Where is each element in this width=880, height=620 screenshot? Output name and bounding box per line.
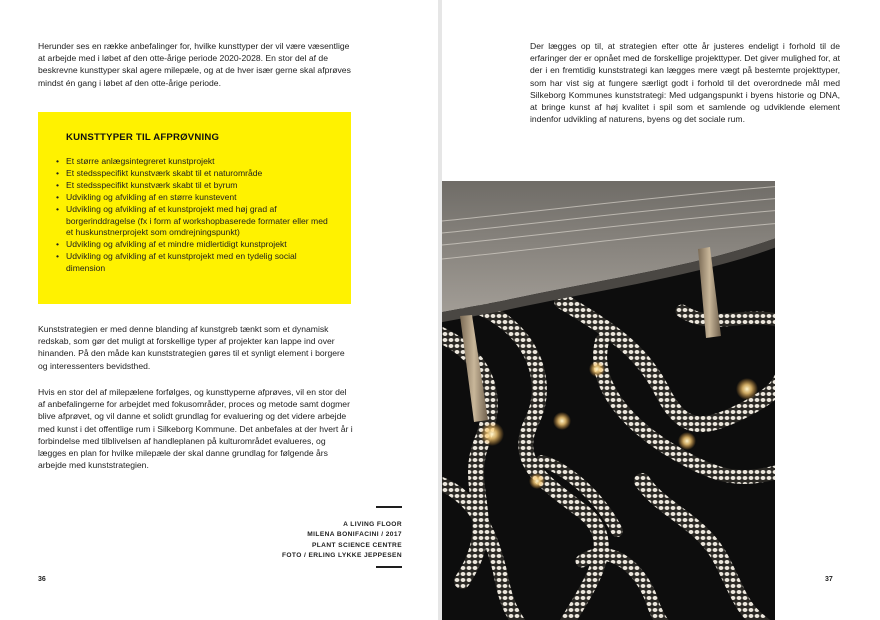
caption-top-rule <box>376 506 402 508</box>
list-item: • Udvikling og afvikling af et mindre midlertidigt kunstprojekt <box>56 239 336 251</box>
art-types-box <box>38 112 351 304</box>
list-item: • Udvikling og afvikling af et kunstprojekt med en tydelig social dimension <box>56 251 336 275</box>
intro-paragraph: Herunder ses en række anbefalinger for, hvilke kunsttyper der vil være væsentlige at arbejde med i løbet af den otte-årige periode 2020-2028. En stor del af de beskrevne kunsttyper skal agere milepæle, og at de hver især gerne skal afprøves mindst én gang i løbet af den otte-årige periode. <box>38 41 351 88</box>
photo-caption <box>230 520 402 562</box>
left-page <box>0 0 438 620</box>
page-number-right: 37 <box>825 576 833 583</box>
list-item: • Et stedsspecifikt kunstværk skabt til et naturområde <box>56 168 336 180</box>
caption-artist: MILENA BONIFACINI / 2017 <box>307 531 402 539</box>
caption-title: A LIVING FLOOR <box>343 521 402 528</box>
list-item: • Et stedsspecifikt kunstværk skabt til et byrum <box>56 180 336 192</box>
living-floor-photo <box>442 181 775 620</box>
list-item: • Udvikling og afvikling af en større kunstevent <box>56 192 336 204</box>
right-page <box>442 0 880 620</box>
page-number-left: 36 <box>38 576 46 583</box>
art-types-list <box>56 156 336 275</box>
evaluation-paragraph: Hvis en stor del af milepælene forfølges, og kunsttyperne afprøves, vil en stor del af anbefalingerne for arbejdet med fokusområder, proces og metode samt dogmer blive afprøvet, og vil danne et solidt grundlag for evaluering og det videre arbejde med kunst i det offentlige rum i Silkeborg Kommune. Det anbefales at der hvert år i forbindelse med tilblivelsen af handleplanen på kulturområdet evalueres, og lægges en plan for hvilke milepæle der skal danne grundlag for følgende års arbejde med kunststrategien. <box>38 387 353 471</box>
caption-credit: FOTO / ERLING LYKKE JEPPESEN <box>281 552 402 560</box>
list-item: • Et større anlægsintegreret kunstprojekt <box>56 156 336 168</box>
box-title: KUNSTTYPER TIL AFPRØVNING <box>66 132 220 143</box>
right-paragraph: Der lægges op til, at strategien efter otte år justeres endeligt i forhold til de erfaringer der er opnået med de forskellige projekttyper. Det giver mulighed for, at der i en fremtidig kunststrategi kan lægges mere vægt på bestemte projekttyper, som har vist sig at fungere særligt godt i forhold til det overordnede mål med Silkeborg Kommunes kunststrategi: Med udgangspunkt i byens historie og DNA, at bringe kunst af høj kvalitet i spil som et samlende og udviklende element indenfor udvikling af naturens, byens og det sociale rum. <box>530 41 840 125</box>
caption-location: PLANT SCIENCE CENTRE <box>311 541 402 549</box>
list-item: • Udvikling og afvikling af et kunstprojekt med høj grad af borgerinddragelse (fx i form af workshopbaserede formater eller med et huskunstnerprojekt som omdrejningspunkt) <box>56 204 336 240</box>
caption-bottom-rule <box>376 566 402 568</box>
strategy-paragraph: Kunststrategien er med denne blanding af kunstgreb tænkt som et dynamisk redskab, som gør det muligt at forskellige typer af projekter kan lappe ind over hinanden. På den måde kan kunststrategien gøres til et synligt element i borgere og interessenters bevidsthed. <box>38 324 345 371</box>
